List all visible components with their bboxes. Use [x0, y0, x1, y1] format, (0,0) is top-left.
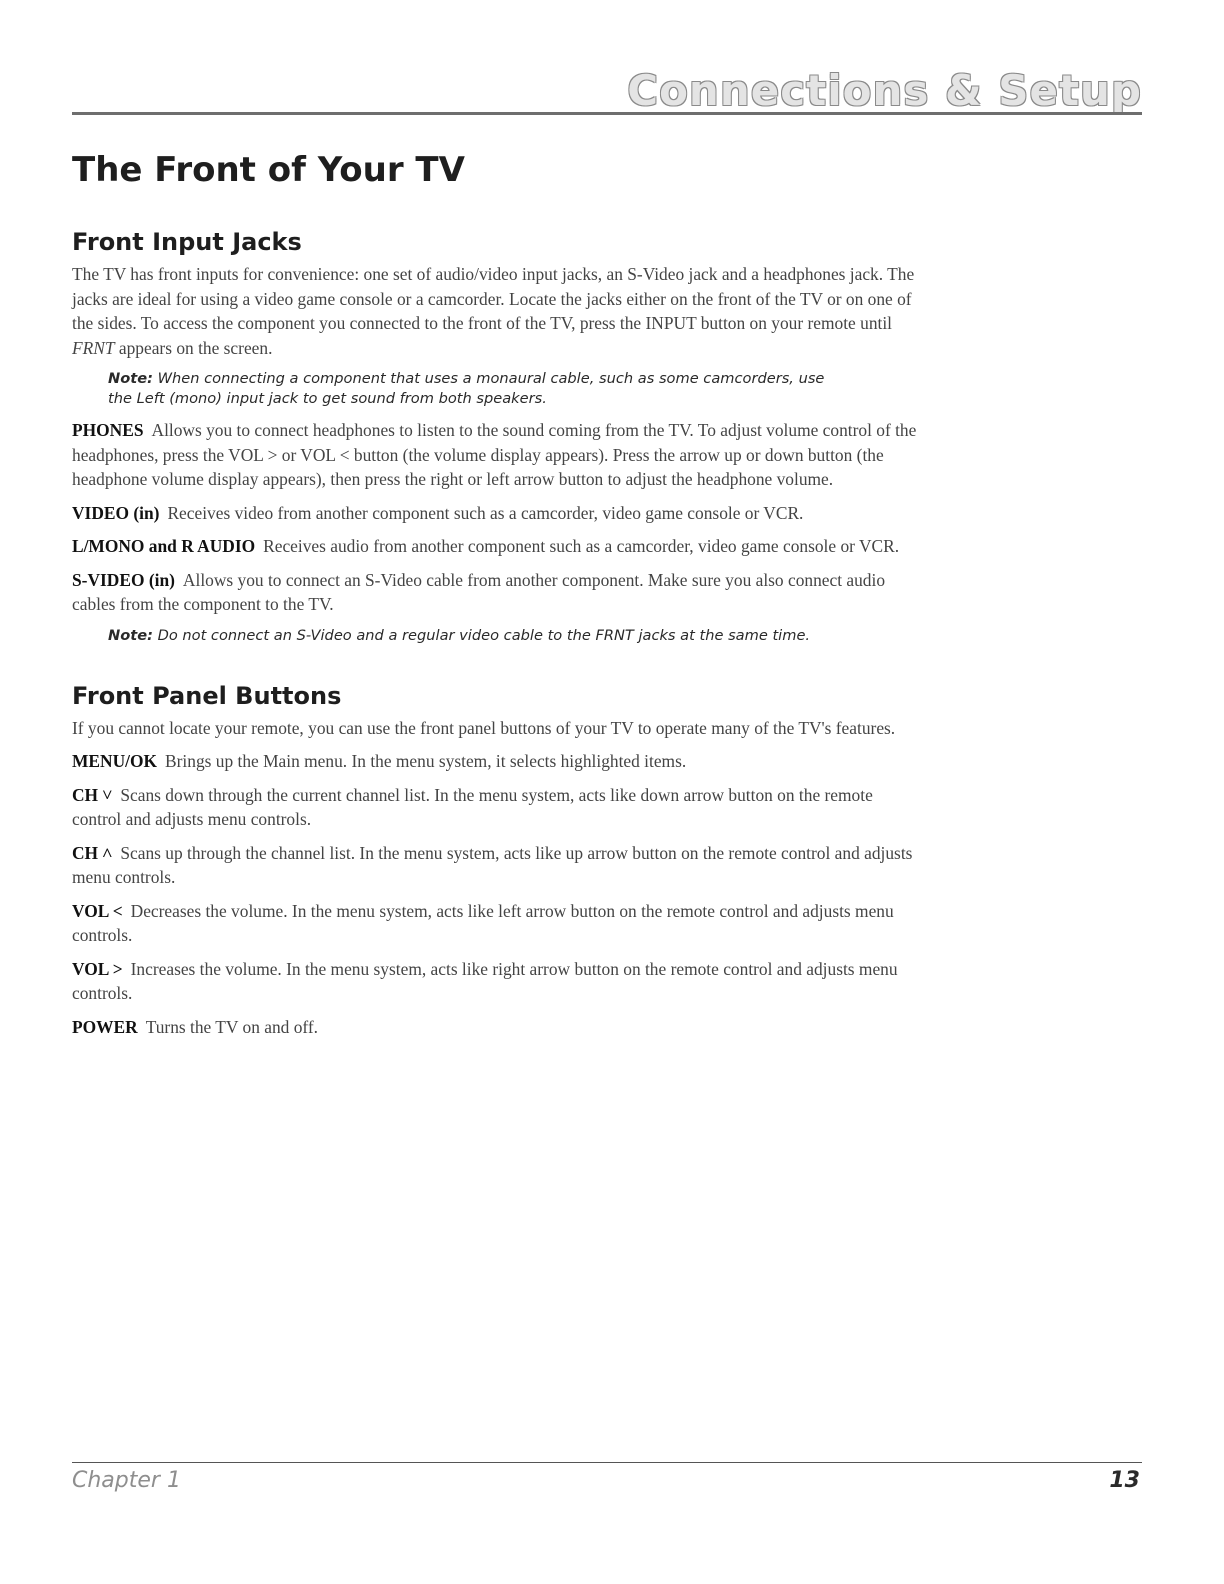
header-rule — [72, 112, 1142, 115]
note-text: Do not connect an S-Video and a regular video cable to the FRNT jacks at the same time. — [152, 626, 811, 644]
jack-term: S-VIDEO (in) — [72, 569, 175, 590]
button-desc: Scans up through the channel list. In the menu system, acts like up arrow button on the remote control and adjusts menu controls. — [72, 842, 913, 887]
button-term: CH ˄ — [72, 842, 113, 863]
button-item-ch-up — [72, 841, 922, 890]
front-panel-buttons-intro: If you cannot locate your remote, you can use the front panel buttons of your TV to operate many of the TV's features. — [72, 717, 896, 738]
button-term: MENU/OK — [72, 751, 158, 771]
button-desc: Decreases the volume. In the menu system, acts like left arrow button on the remote control and adjusts menu controls. — [72, 900, 894, 945]
button-term: POWER — [72, 1016, 138, 1037]
footer-chapter: Chapter 1 — [72, 1468, 181, 1493]
button-desc: Scans down through the current channel list. In the menu system, acts like down arrow button on the remote control and adjusts menu controls. — [72, 784, 873, 829]
frnt-term: FRNT — [72, 337, 115, 358]
note-monaural — [108, 369, 828, 409]
footer-rule — [72, 1462, 1142, 1463]
jack-term: L/MONO and R AUDIO — [72, 536, 256, 556]
jack-desc: Allows you to connect an S-Video cable from another component. Make sure you also connect audio cables from the component to the TV. — [72, 569, 886, 614]
note-label: Note: — [108, 626, 153, 644]
front-input-jacks-heading: Front Input Jacks — [72, 228, 302, 256]
jack-item-audio — [72, 534, 922, 559]
front-panel-buttons-heading: Front Panel Buttons — [72, 681, 342, 710]
jack-desc: Allows you to connect headphones to listen to the sound coming from the TV. To adjust volume control of the headphones, press the VOL > or VOL < button (the volume display appears). Press the arrow up or down button (the headphone volume display appears), then press the right or left arrow button to adjust the headphone volume. — [72, 420, 917, 489]
footer-page-number: 13 — [1109, 1468, 1140, 1493]
button-item-ch-down — [72, 783, 922, 832]
page-title: The Front of Your TV — [72, 150, 465, 190]
intro-text-after: appears on the screen. — [114, 337, 273, 358]
jack-term: VIDEO (in) — [72, 502, 160, 523]
jack-desc: Receives audio from another component such as a camcorder, video game console or VCR. — [263, 536, 900, 556]
note-label: Note: — [108, 370, 153, 387]
button-item-menu-ok — [72, 749, 922, 774]
button-desc: Brings up the Main menu. In the menu system, it selects highlighted items. — [165, 751, 687, 771]
button-item-power — [72, 1015, 922, 1040]
jack-item-video-in — [72, 501, 922, 526]
page-content — [72, 228, 922, 1048]
button-term: VOL > — [72, 958, 123, 979]
note-s-video — [108, 626, 828, 646]
button-desc: Increases the volume. In the menu system, acts like right arrow button on the remote control and adjusts menu controls. — [72, 958, 898, 1003]
jack-desc: Receives video from another component such as a camcorder, video game console or VCR. — [167, 502, 804, 523]
jack-item-phones — [72, 418, 922, 492]
intro-text-before: The TV has front inputs for convenience: one set of audio/video input jacks, an S-Video jack and a headphones jack. The jacks are ideal for using a video game console or a camcorder. Locate the jacks either on the front of the TV or on one of the sides. To access the component you connected to the front of the TV, press the INPUT button on your remote until — [72, 264, 915, 333]
button-term: VOL < — [72, 900, 123, 921]
button-item-vol-down — [72, 899, 922, 948]
jack-item-s-video — [72, 568, 922, 617]
button-desc: Turns the TV on and off. — [145, 1016, 319, 1037]
jack-term: PHONES — [72, 420, 144, 440]
button-term: CH ˅ — [72, 784, 113, 805]
button-item-vol-up — [72, 957, 922, 1006]
note-text: When connecting a component that uses a monaural cable, such as some camcorders, use the Left (mono) input jack to get sound from both speakers. — [108, 370, 825, 407]
header-section-title: Connections & Setup — [627, 66, 1142, 115]
front-input-jacks-intro — [72, 262, 922, 360]
